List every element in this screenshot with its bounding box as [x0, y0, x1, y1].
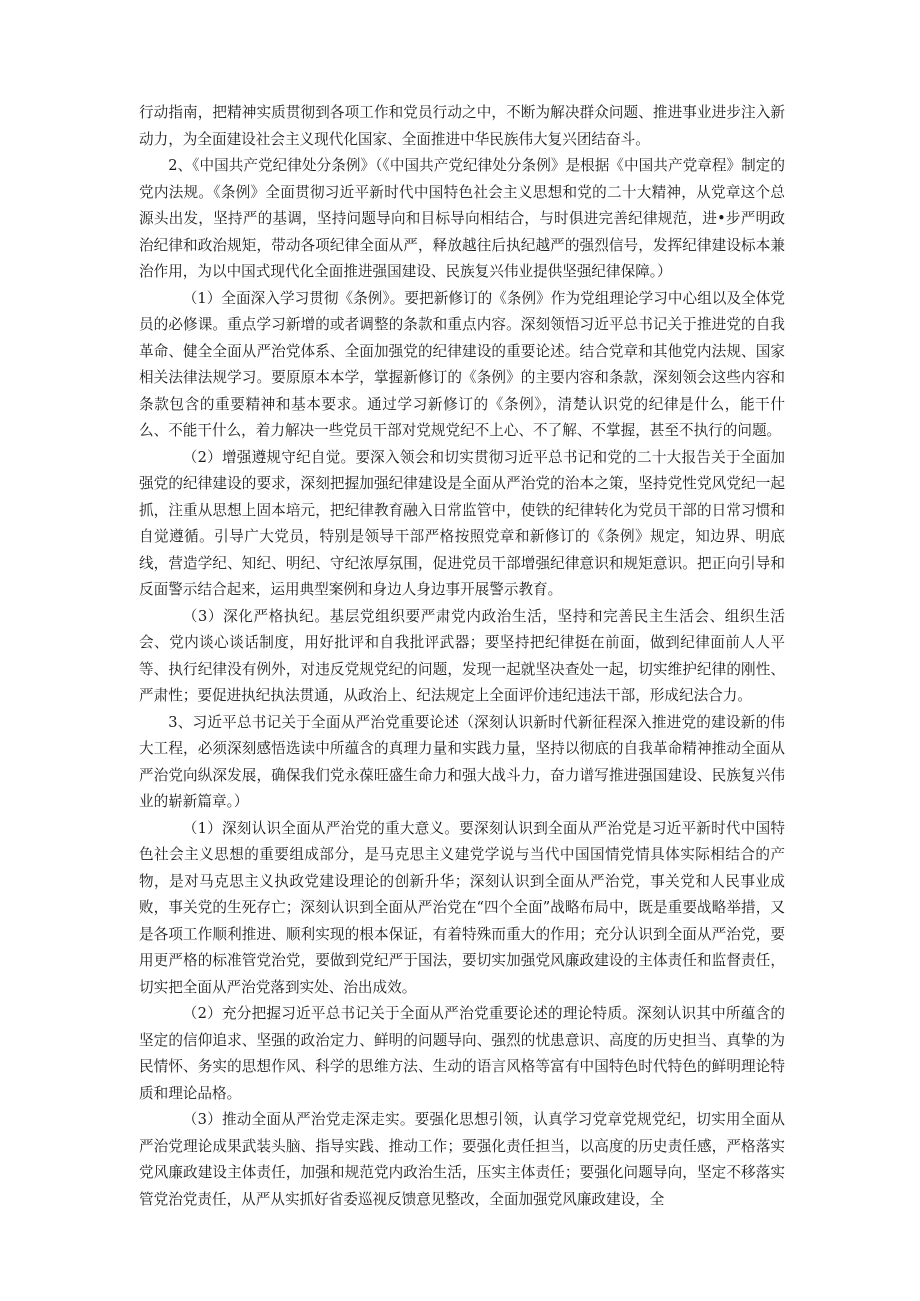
paragraph-3-2-theoretical-features: （2）充分把握习近平总书记关于全面从严治党重要论述的理论特质。深刻认识其中所蕴含的坚定的信仰追求、坚强的政治定力、鲜明的问题导向、强烈的忧患意识、高度的历史担当、真挚的为民情怀、务实的思想作风、科学的思维方法、生动的语言风格等富有中国特色时代特色的鲜明理论特质和理论品格。: [139, 1005, 785, 1102]
paragraph-continuation: 行动指南，把精神实质贯彻到各项工作和党员行动之中，不断为解决群众问题、推进事业进步注入新动力，为全面建设社会主义现代化国家、全面推进中华民族伟大复兴团结奋斗。: [139, 104, 785, 148]
paragraph-2-1-study-regulations: （1）全面深入学习贯彻《条例》。要把新修订的《条例》作为党组理论学习中心组以及全体党员的必修课。重点学习新增的或者调整的条款和重点内容。深刻领悟习近平总书记关于推进党的自我革命、健全全面从严治党体系、全面加强党的纪律建设的重要论述。结合党章和其他党内法规、国家相关法律法规学习。要原原本本学，掌握新修订的《条例》的主要内容和条款，深刻领会这些内容和条款包含的重要精神和基本要求。通过学习新修订的《条例》，清楚认识党的纪律是什么，能干什么、不能干什么，着力解决一些党员干部对党规党纪不上心、不了解、不掌握，甚至不执行的问题。: [139, 289, 785, 439]
paragraph-3-3-deepen-implementation: （3）推动全面从严治党走深走实。要强化思想引领，认真学习党章党规党纪，切实用全面从严治党理论成果武装头脑、指导实践、推动工作；要强化责任担当，以高度的历史责任感，严格落实党风廉政建设主体责任，加强和规范党内政治生活，压实主体责任；要强化问题导向，坚定不移落实管党治党责任，从严从实抓好省委巡视反馈意见整改，全面加强党风廉政建设，全: [139, 1111, 785, 1208]
paragraph-2-2-discipline-awareness: （2）增强遵规守纪自觉。要深入领会和切实贯彻习近平总书记和党的二十大报告关于全面加强党的纪律建设的要求，深刻把握加强纪律建设是全面从严治党的治本之策，坚持党性党风党纪一起抓，注重从思想上固本培元，把纪律教育融入日常监管中，使铁的纪律转化为党员干部的日常习惯和自觉遵循。引导广大党员，特别是领导干部严格按照党章和新修订的《条例》规定，知边界、明底线，营造学纪、知纪、明纪、守纪浓厚氛围，促进党员干部增强纪律意识和规矩意识。把正向引导和反面警示结合起来，运用典型案例和身边人身边事开展警示教育。: [139, 448, 785, 598]
document-body: [139, 100, 785, 1213]
paragraph-section-2-discipline-regulations: 2、《中国共产党纪律处分条例》（《中国共产党纪律处分条例》是根据《中国共产党章程》制定的党内法规。《条例》全面贯彻习近平新时代中国特色社会主义思想和党的二十大精神，从党章这个总源头出发，坚持严的基调，坚持问题导向和目标导向相结合，与时俱进完善纪律规范，进•步严明政治纪律和政治规矩，带动各项纪律全面从严，释放越往后执纪越严的强烈信号，发挥纪律建设标本兼治作用，为以中国式现代化全面推进强国建设、民族复兴伟业提供坚强纪律保障。）: [139, 157, 785, 280]
paragraph-2-3-strict-enforcement: （3）深化严格执纪。基层党组织要严肃党内政治生活，坚持和完善民主生活会、组织生活会、党内谈心谈话制度，用好批评和自我批评武器；要坚持把纪律挺在前面，做到纪律面前人人平等、执行纪律没有例外，对违反党规党纪的问题，发现一起就坚决查处一起，切实维护纪律的刚性、严肃性；要促进执纪执法贯通，从政治上、纪法规定上全面评价违纪违法干部，形成纪法合力。: [139, 607, 785, 704]
paragraph-section-3-strict-governance: 3、习近平总书记关于全面从严治党重要论述（深刻认识新时代新征程深入推进党的建设新的伟大工程，必须深刻感悟选读中所蕴含的真理力量和实践力量，坚持以彻底的自我革命精神推动全面从严治党向纵深发展，确保我们党永葆旺盛生命力和强大战斗力，奋力谱写推进强国建设、民族复兴伟业的崭新篇章。）: [139, 713, 785, 810]
paragraph-3-1-significance: （1）深刻认识全面从严治党的重大意义。要深刻认识到全面从严治党是习近平新时代中国特色社会主义思想的重要组成部分，是马克思主义建党学说与当代中国国情党情具体实际相结合的产物，是对马克思主义执政党建设理论的创新升华；深刻认识到全面从严治党，事关党和人民事业成败，事关党的生死存亡；深刻认识到全面从严治党在“四个全面”战略布局中，既是重要战略举措，又是各项工作顺利推进、顺利实现的根本保证，有着特殊而重大的作用；充分认识到全面从严治党，要用更严格的标准管党治党，要做到党纪严于国法，要切实加强党风廉政建设的主体责任和监督责任，切实把全面从严治党落到实处、治出成效。: [139, 819, 785, 996]
